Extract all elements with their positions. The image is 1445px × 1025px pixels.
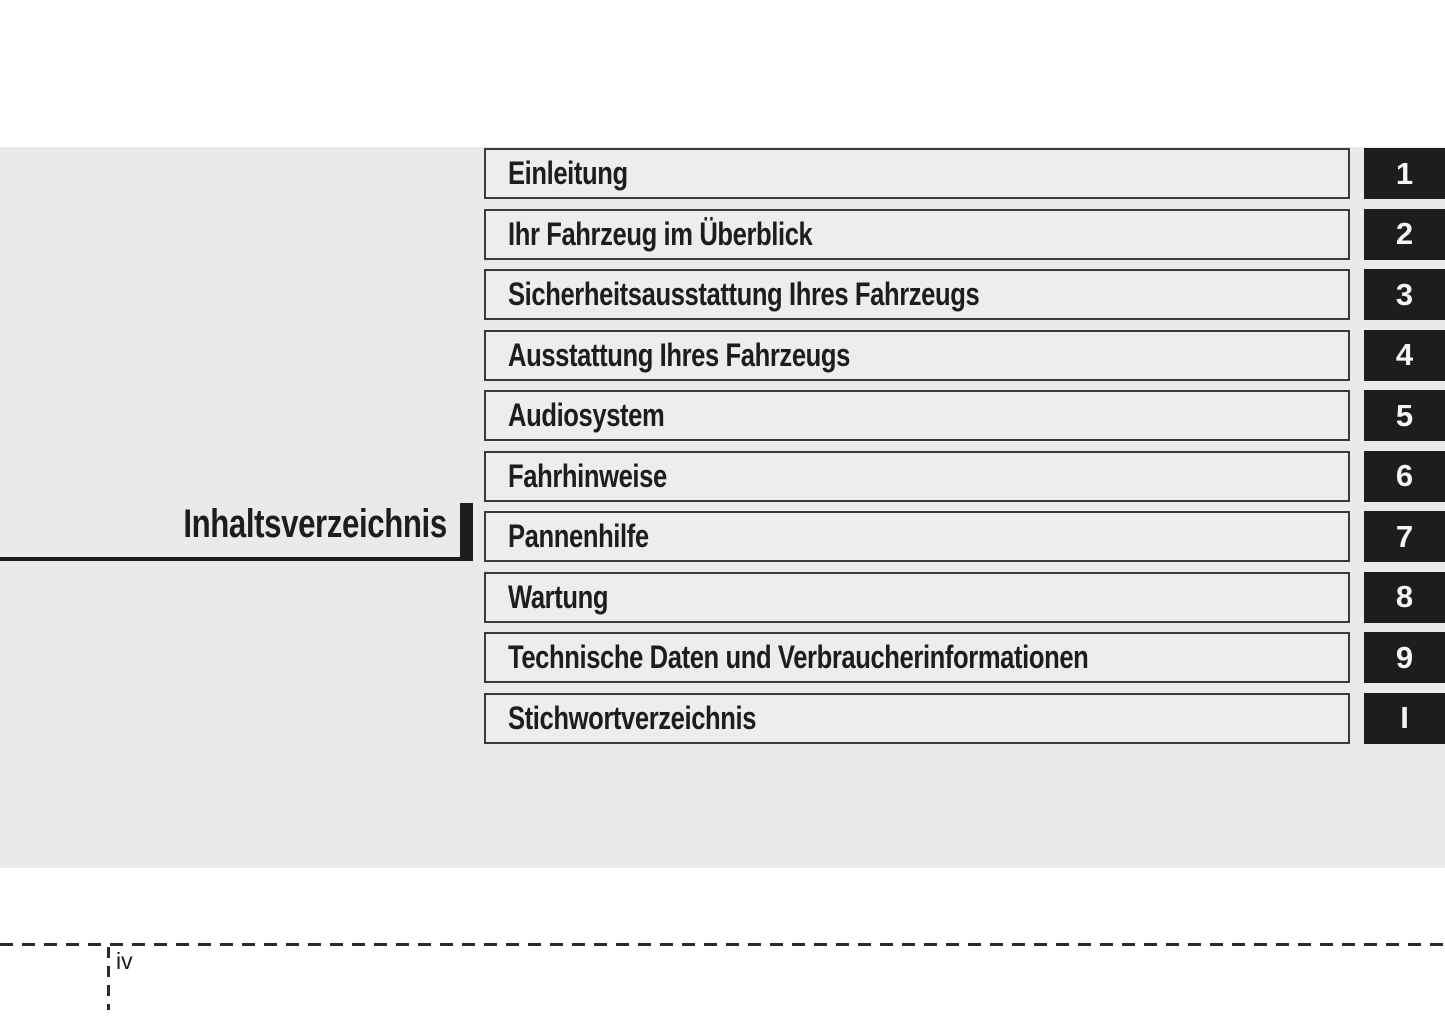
chapter-title: Stichwortverzeichnis (508, 699, 757, 736)
chapter-tab-6[interactable]: 6 (1364, 451, 1445, 502)
chapter-title: Technische Daten und Verbraucherinformationen (508, 639, 1089, 675)
chapter-row-ausstattung (484, 330, 1445, 381)
chapter-title: Ihr Fahrzeug im Überblick (508, 215, 813, 252)
chapter-link-fahrhinweise[interactable] (484, 451, 1350, 502)
chapter-row-pannenhilfe (484, 511, 1445, 562)
chapter-row-audiosystem (484, 390, 1445, 441)
chapter-row-wartung (484, 572, 1445, 623)
chapter-row-sicherheitsausstattung (484, 269, 1445, 320)
chapter-row-technische-daten (484, 632, 1445, 683)
chapter-row-fahrzeug-ueberblick (484, 209, 1445, 260)
chapter-title: Audiosystem (508, 397, 665, 433)
page-number: iv (116, 948, 133, 974)
title-underline (0, 557, 461, 561)
chapter-list (484, 148, 1445, 748)
chapter-link-audiosystem[interactable] (484, 390, 1350, 441)
chapter-row-fahrhinweise (484, 451, 1445, 502)
chapter-row-einleitung (484, 148, 1445, 199)
footer-dashed-line-vertical (107, 947, 110, 1010)
chapter-title: Wartung (508, 578, 609, 615)
footer-dashed-line-horizontal (0, 943, 1445, 946)
chapter-link-stichwortverzeichnis[interactable] (484, 693, 1350, 744)
chapter-tab-7[interactable]: 7 (1364, 511, 1445, 562)
chapter-title: Sicherheitsausstattung Ihres Fahrzeugs (508, 276, 980, 312)
chapter-tab-1[interactable]: 1 (1364, 148, 1445, 199)
chapter-link-wartung[interactable] (484, 572, 1350, 623)
chapter-tab-index[interactable]: I (1364, 693, 1445, 744)
chapter-title: Ausstattung Ihres Fahrzeugs (508, 336, 850, 373)
chapter-tab-4[interactable]: 4 (1364, 330, 1445, 381)
chapter-tab-3[interactable]: 3 (1364, 269, 1445, 320)
chapter-row-stichwortverzeichnis (484, 693, 1445, 744)
chapter-tab-8[interactable]: 8 (1364, 572, 1445, 623)
chapter-link-pannenhilfe[interactable] (484, 511, 1350, 562)
chapter-link-einleitung[interactable] (484, 148, 1350, 199)
chapter-link-technische-daten[interactable] (484, 632, 1350, 683)
chapter-link-fahrzeug-ueberblick[interactable] (484, 209, 1350, 260)
page-title: Inhaltsverzeichnis (183, 502, 447, 546)
chapter-link-sicherheitsausstattung[interactable] (484, 269, 1350, 320)
chapter-tab-5[interactable]: 5 (1364, 390, 1445, 441)
chapter-title: Fahrhinweise (508, 457, 667, 494)
chapter-tab-2[interactable]: 2 (1364, 209, 1445, 260)
chapter-title: Pannenhilfe (508, 518, 649, 554)
title-accent-bar (460, 503, 473, 561)
chapter-link-ausstattung[interactable] (484, 330, 1350, 381)
chapter-tab-9[interactable]: 9 (1364, 632, 1445, 683)
chapter-title: Einleitung (508, 155, 628, 191)
